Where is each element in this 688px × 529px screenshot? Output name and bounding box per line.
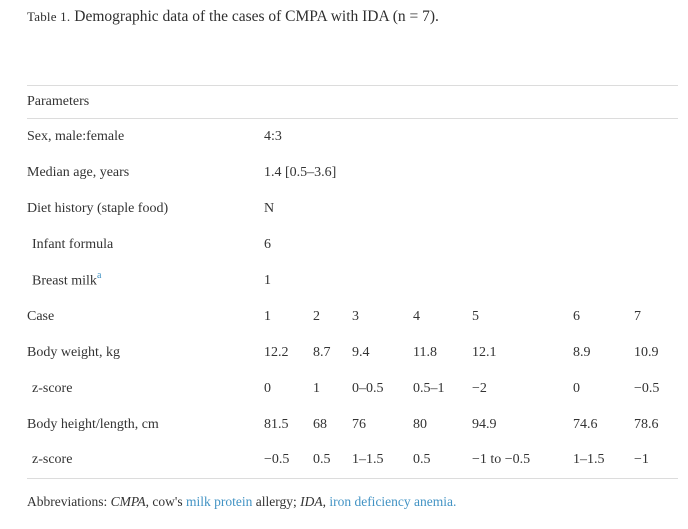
- row-label-case: Case: [27, 308, 55, 324]
- table-row-height-zscore: [27, 443, 678, 479]
- cell-value: 1–1.5: [352, 452, 384, 468]
- cell-value: −1: [634, 452, 649, 468]
- cell-value: N: [264, 200, 275, 216]
- abbreviations-note: [27, 493, 660, 510]
- abbr-prefix: Abbreviations:: [27, 494, 111, 509]
- row-label: Median age, years: [27, 164, 130, 180]
- abbr-cmpa: CMPA: [110, 494, 146, 509]
- cell-value: 80: [413, 416, 427, 432]
- table-row-breast-milk: [27, 263, 678, 299]
- cell-value: 0: [573, 380, 580, 396]
- cell-value: 81.5: [264, 416, 289, 432]
- column-header-spacer: [264, 86, 678, 119]
- column-header-parameters: Parameters: [27, 94, 90, 109]
- table-row-diet-history: [27, 191, 678, 227]
- case-col-4: 4: [413, 308, 420, 324]
- table-number-label: Table 1.: [27, 9, 71, 24]
- cell-value: 94.9: [472, 416, 497, 432]
- table-row-body-weight: [27, 335, 678, 371]
- link-iron-deficiency-anemia[interactable]: iron deficiency anemia.: [329, 494, 457, 509]
- table-row-case-header: [27, 299, 678, 335]
- row-label: Diet history (staple food): [27, 200, 169, 216]
- cell-value: −1 to −0.5: [472, 452, 531, 468]
- row-label: z-score: [32, 380, 73, 396]
- case-col-1: 1: [264, 308, 271, 324]
- cell-value: 76: [352, 416, 366, 432]
- cell-value: 11.8: [413, 344, 437, 360]
- abbr-mid1: , cow's: [145, 494, 186, 509]
- cell-value: 4:3: [264, 128, 282, 144]
- row-label: Infant formula: [32, 236, 114, 252]
- row-label: Body height/length, cm: [27, 416, 159, 432]
- cell-value: 8.9: [573, 344, 591, 360]
- cell-value: 0: [264, 380, 271, 396]
- abbr-mid2: allergy;: [252, 494, 301, 509]
- cell-value: −2: [472, 380, 487, 396]
- cell-value: −0.5: [634, 380, 660, 396]
- table-row-infant-formula: [27, 227, 678, 263]
- cell-value: 8.7: [313, 344, 331, 360]
- link-milk-protein[interactable]: milk protein: [185, 494, 253, 509]
- cell-value: 9.4: [352, 344, 370, 360]
- case-col-6: 6: [573, 308, 580, 324]
- cell-value: 12.2: [264, 344, 289, 360]
- cell-value: 1: [313, 380, 320, 396]
- table-caption: [0, 0, 688, 27]
- table-header-row: [27, 86, 678, 119]
- cell-value: 6: [264, 236, 271, 252]
- cell-value: 1.4 [0.5–3.6]: [264, 164, 337, 180]
- table-row-median-age: [27, 155, 678, 191]
- cell-value: 0.5–1: [413, 380, 445, 396]
- cell-value: 1–1.5: [573, 452, 605, 468]
- case-col-3: 3: [352, 308, 359, 324]
- cell-value: 0–0.5: [352, 380, 384, 396]
- cell-value: 1: [264, 272, 271, 288]
- cell-value: 0.5: [413, 452, 431, 468]
- demographics-table: [27, 85, 678, 479]
- table-row-sex: [27, 119, 678, 155]
- case-col-7: 7: [634, 308, 641, 324]
- row-label: Breast milk$^a$: [32, 270, 102, 289]
- cell-value: 10.9: [634, 344, 659, 360]
- row-label: z-score: [32, 452, 73, 468]
- case-col-2: 2: [313, 308, 320, 324]
- abbr-ida: IDA: [300, 494, 323, 509]
- table-caption-text: Demographic data of the cases of CMPA with IDA (n = 7).: [74, 8, 439, 25]
- cell-value: −0.5: [264, 452, 290, 468]
- table-row-weight-zscore: [27, 371, 678, 407]
- cell-value: 0.5: [313, 452, 331, 468]
- abbr-mid3: ,: [322, 494, 330, 509]
- cell-value: 74.6: [573, 416, 598, 432]
- table-row-body-height: [27, 407, 678, 443]
- row-label: Sex, male:female: [27, 128, 125, 144]
- cell-value: 78.6: [634, 416, 659, 432]
- cell-value: 68: [313, 416, 327, 432]
- row-label: Body weight, kg: [27, 344, 120, 360]
- cell-value: 12.1: [472, 344, 497, 360]
- case-col-5: 5: [472, 308, 479, 324]
- footnote-marker-a[interactable]: a: [96, 270, 102, 282]
